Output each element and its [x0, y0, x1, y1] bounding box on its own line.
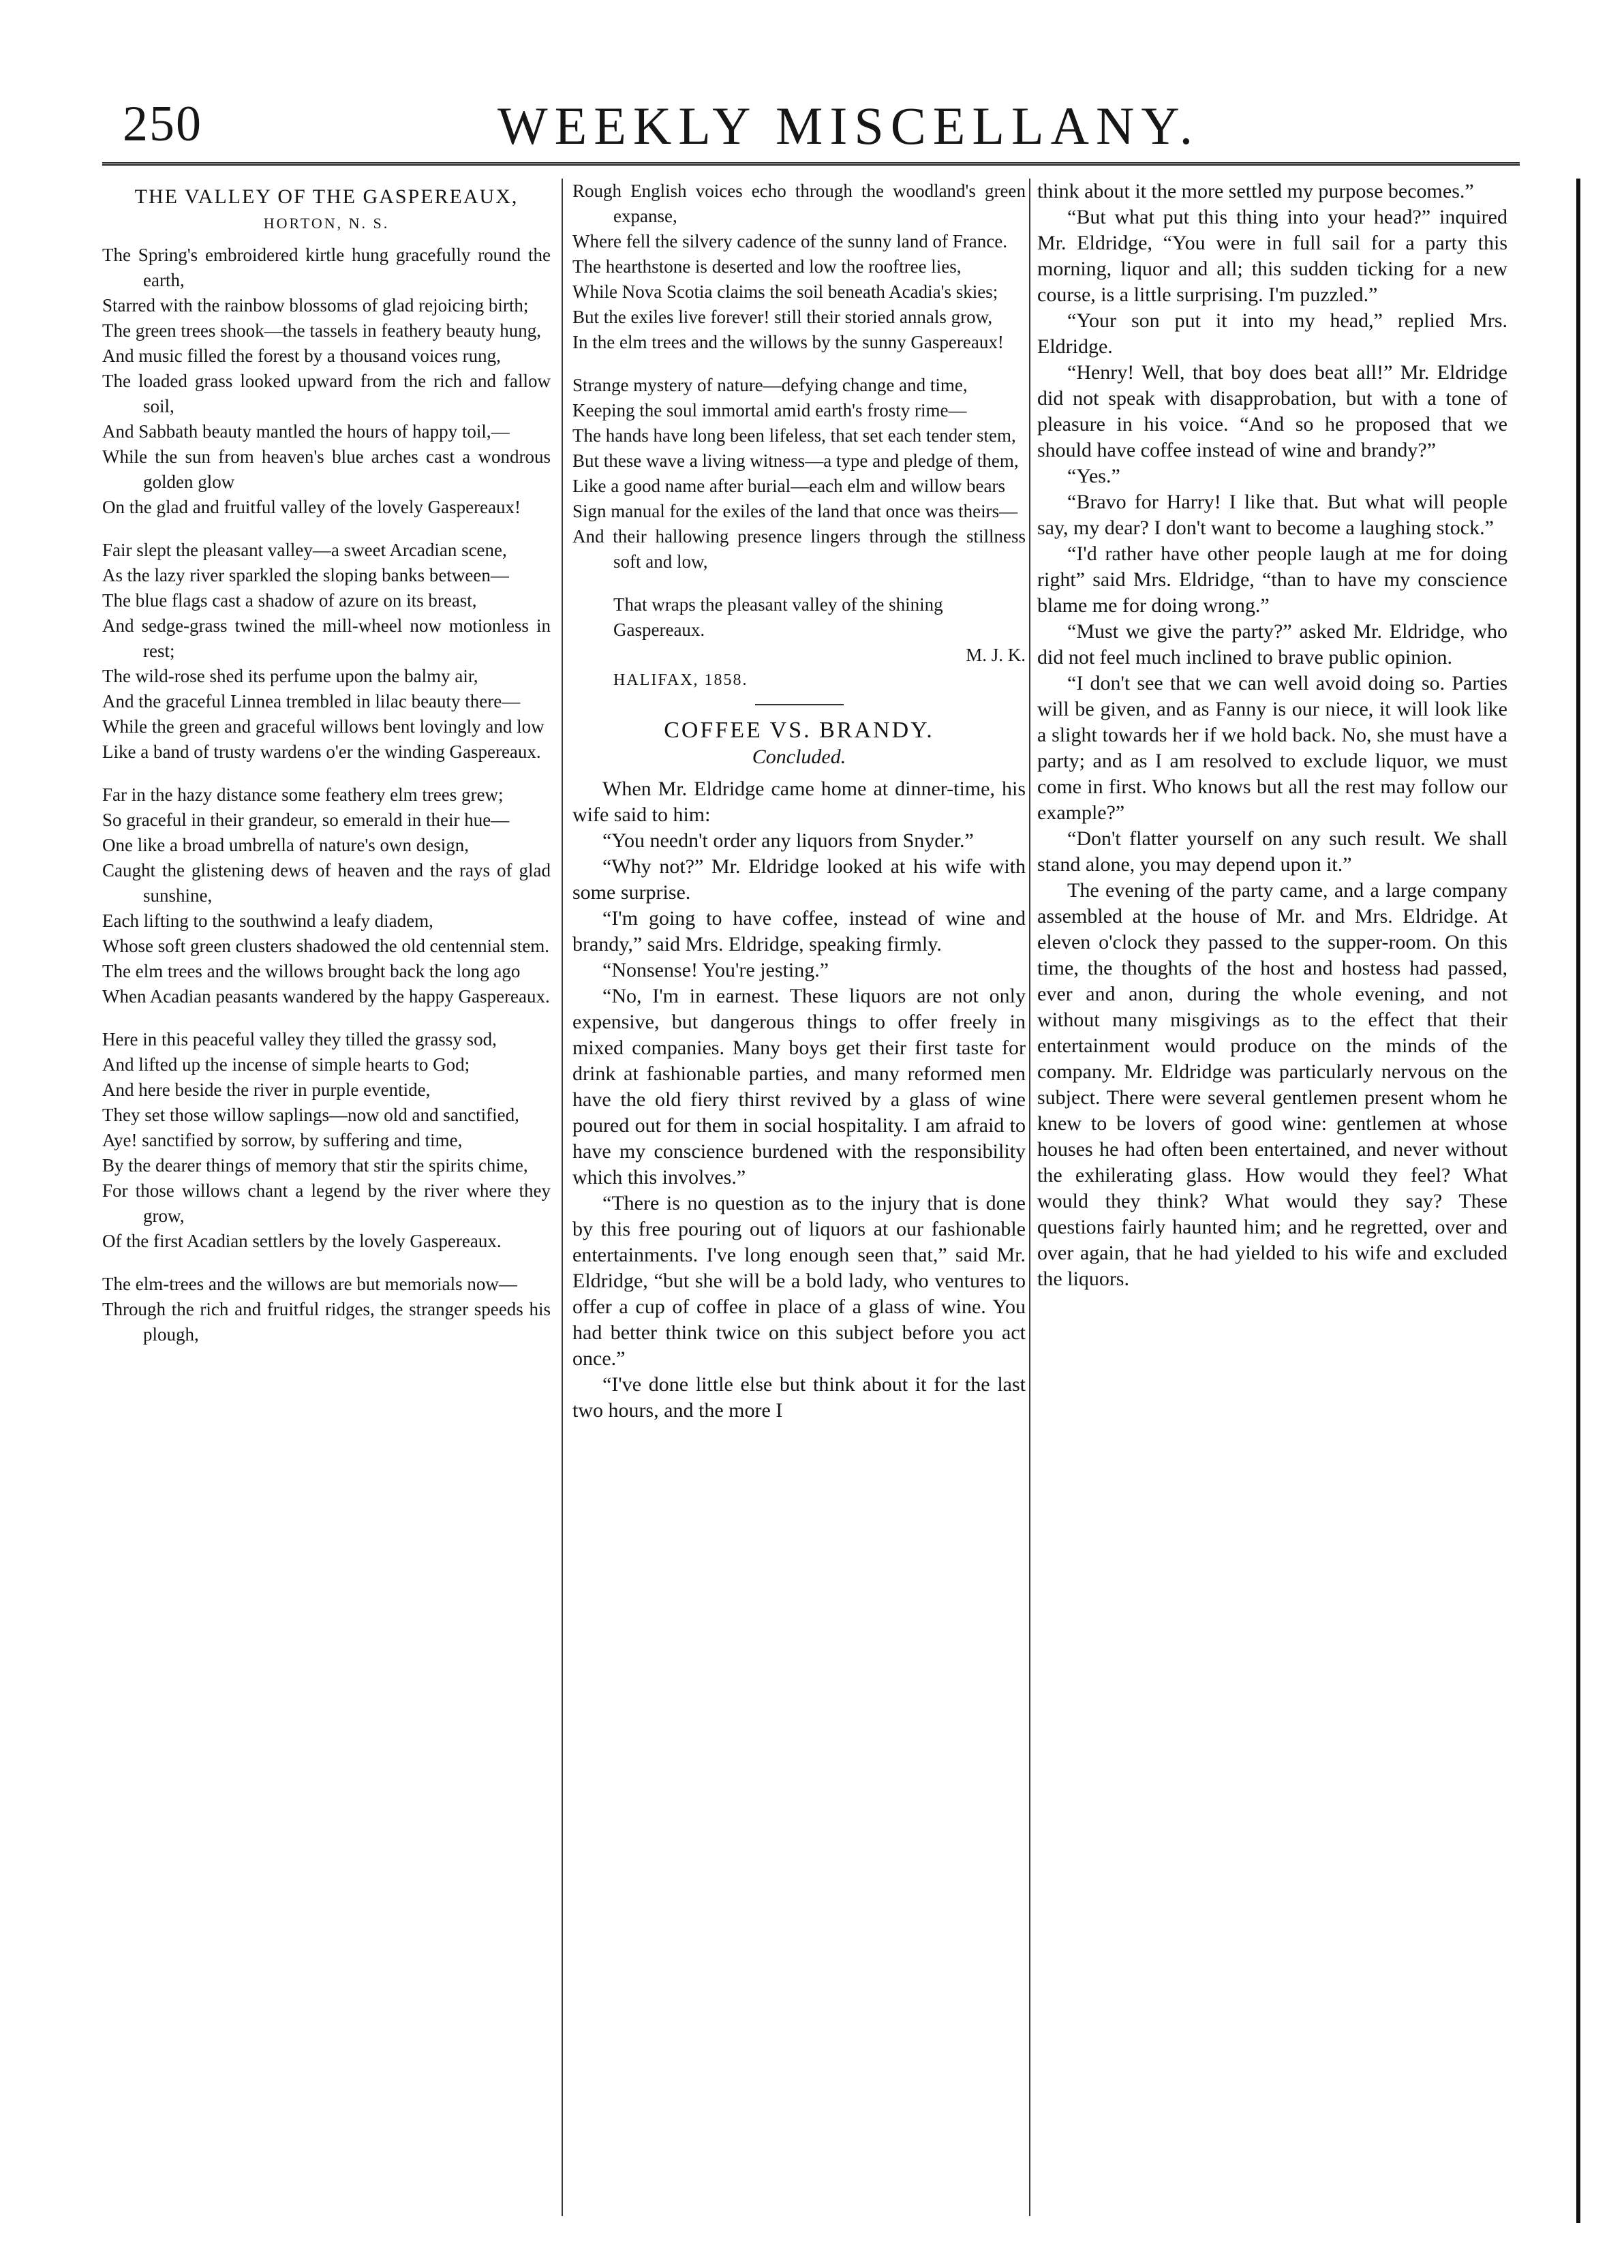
poem-line: The Spring's embroidered kirtle hung gracefully round the earth, [102, 245, 551, 290]
article-paragraph: “I don't see that we can well avoid doing so. Parties will be given, and as Fanny is our niece, it will look like a slight towards her if we hold back. No, she must have a party; and as I am resolved to exclude liquor, we must come in first. Who knows but all the rest may follow our example?” [1037, 672, 1507, 824]
poem-line: Of the first Acadian settlers by the lovely Gaspereaux. [102, 1231, 502, 1251]
article-paragraph: The evening of the party came, and a large company assembled at the house of Mr. and Mrs. Eldridge. At eleven o'clock they passed to the supper-room. On this time, the thoughts of the host and hostess had passed, ever and anon, during the whole evening, and not without many misgivings as to the effect that their entertainment would produce on the minds of the company. Mr. Eldridge was particularly nervous on the subject. There were several gentlemen present whom he knew to be lovers of good wine: gentlemen at whose houses he had often been entertained, and never without the exhilerating glass. How would they feel? What would they think? What would they say? These questions fairly haunted him; and he regretted, over and over again, that he had yielded to his wife and excluded the liquors. [1037, 879, 1507, 1290]
section-separator [755, 704, 844, 705]
poem-stanzas-middle [572, 179, 1026, 574]
column-rule [562, 179, 563, 2216]
article-paragraph: “Don't flatter yourself on any such result. We shall stand alone, you may depend upon it.” [1037, 827, 1507, 876]
poem-line: Here in this peaceful valley they tilled the grassy sod, [102, 1029, 497, 1049]
article-subtitle: Concluded. [752, 746, 846, 768]
poem-line: The wild-rose shed its perfume upon the balmy air, [102, 666, 478, 686]
poem-line: As the lazy river sparkled the sloping banks between— [102, 565, 509, 585]
poem-line: Sign manual for the exiles of the land that once was theirs— [572, 501, 1018, 521]
poem-line: The hands have long been lifeless, that set each tender stem, [572, 425, 1016, 446]
poem-line: They set those willow saplings—now old and sanctified, [102, 1105, 519, 1125]
poem-line: Whose soft green clusters shadowed the old centennial stem. [102, 936, 550, 956]
poem-line: The blue flags cast a shadow of azure on its breast, [102, 590, 477, 611]
page-number: 250 [123, 96, 202, 152]
poem-line: In the elm trees and the willows by the sunny Gaspereaux! [572, 332, 1004, 352]
poem-stanza [102, 1027, 551, 1254]
article-paragraph: “I'm going to have coffee, instead of wine and brandy,” said Mrs. Eldridge, speaking firmly. [572, 907, 1026, 955]
article-paragraph: “Henry! Well, that boy does beat all!” Mr. Eldridge did not speak with disapprobation, but with a tone of pleasure in his voice. “And so he proposed that we should have coffee instead of wine and brandy?” [1037, 361, 1507, 461]
article-paragraph: “You needn't order any liquors from Snyder.” [602, 829, 974, 852]
poem-line: One like a broad umbrella of nature's own design, [102, 835, 469, 855]
poem-stanza [102, 243, 551, 520]
poem-line: And music filled the forest by a thousand voices rung, [102, 346, 501, 366]
article-paragraph: “Yes.” [1067, 465, 1120, 487]
poem-line: And lifted up the incense of simple hearts to God; [102, 1054, 470, 1075]
poem-title: THE VALLEY OF THE GASPEREAUX, [134, 185, 519, 208]
running-title: WEEKLY MISCELLANY. [497, 96, 1200, 155]
poem-line: Rough English voices echo through the woodland's green expanse, [572, 181, 1026, 226]
article-paragraph: When Mr. Eldridge came home at dinner-time, his wife said to him: [572, 778, 1026, 826]
column-right [1037, 179, 1507, 2216]
column-rule [1029, 179, 1030, 2216]
poem-line: The hearthstone is deserted and low the rooftree lies, [572, 256, 962, 277]
poem-line: The elm-trees and the willows are but memorials now— [102, 1274, 517, 1294]
poem-line: So graceful in their grandeur, so emerald in their hue— [102, 810, 510, 830]
poem-stanza [102, 538, 551, 765]
article-paragraph: “I've done little else but think about it for the last two hours, and the more I [572, 1373, 1026, 1422]
page-edge-rule [1576, 179, 1580, 2223]
poem-line: Keeping the soul immortal amid earth's frosty rime— [572, 400, 967, 420]
poem-line: And Sabbath beauty mantled the hours of happy toil,— [102, 421, 510, 442]
poem-line: Far in the hazy distance some feathery elm trees grew; [102, 784, 504, 805]
article-paragraph: “Why not?” Mr. Eldridge looked at his wife with some surprise. [572, 855, 1026, 904]
poem-line: Aye! sanctified by sorrow, by suffering and time, [102, 1130, 463, 1150]
poem-line: Fair slept the pleasant valley—a sweet Arcadian scene, [102, 540, 507, 560]
poem-place: HORTON, N. S. [263, 215, 390, 232]
poem-line: While the sun from heaven's blue arches cast a wondrous golden glow [102, 446, 551, 492]
poem-sign-place: HALIFAX, 1858. [613, 671, 748, 689]
poem-line: Where fell the silvery cadence of the sunny land of France. [572, 231, 1007, 251]
poem-closing [572, 592, 1026, 643]
page-header [102, 95, 1520, 170]
article-paragraph: “I'd rather have other people laugh at me for doing right” said Mrs. Eldridge, “than to have my conscience blame me for doing wrong.” [1037, 542, 1507, 617]
poem-line: The green trees shook—the tassels in feathery beauty hung, [102, 320, 542, 341]
article-continuation: think about it the more settled my purpose becomes.” [1037, 180, 1474, 202]
poem-line: Caught the glistening dews of heaven and the rays of glad sunshine, [102, 860, 551, 906]
article-paragraph: “Bravo for Harry! I like that. But what will people say, my dear? I don't want to become a laughing stock.” [1037, 491, 1507, 539]
poem-line: And the graceful Linnea trembled in lilac beauty there— [102, 691, 521, 711]
poem-stanza [102, 782, 551, 1009]
poem-line: The loaded grass looked upward from the rich and fallow soil, [102, 371, 551, 416]
poem-line: While Nova Scotia claims the soil beneath Acadia's skies; [572, 281, 998, 302]
poem-final-line: That wraps the pleasant valley of the shining Gaspereaux. [613, 594, 943, 640]
poem-line: Starred with the rainbow blossoms of glad rejoicing birth; [102, 295, 529, 316]
header-rule [102, 162, 1520, 166]
article-paragraph: “Nonsense! You're jesting.” [602, 959, 829, 981]
poem-stanza [572, 373, 1026, 574]
poem-line: And sedge-grass twined the mill-wheel now motionless in rest; [102, 615, 551, 661]
article-body-middle [572, 776, 1026, 1424]
article-paragraph: “There is no question as to the injury that is done by this free pouring out of liquors at our fashionable entertainments. I've long enough seen that,” said Mr. Eldridge, “but she will be a bold lady, who ventures to offer a cup of coffee in place of a glass of wine. You had better think twice on this subject before you act once.” [572, 1192, 1026, 1370]
poem-line: When Acadian peasants wandered by the happy Gaspereaux. [102, 986, 550, 1007]
poem-line: But the exiles live forever! still their storied annals grow, [572, 307, 993, 327]
poem-line: And here beside the river in purple eventide, [102, 1079, 431, 1100]
poem-stanzas-left [102, 243, 551, 1347]
poem-line: And their hallowing presence lingers through the stillness soft and low, [572, 526, 1026, 572]
column-left [102, 179, 551, 2216]
poem-stanza [572, 179, 1026, 355]
article-paragraph: “No, I'm in earnest. These liquors are not only expensive, but dangerous things to offer freely in mixed companies. Many boys get their first taste for drink at fashionable parties, and many reformed men have the old fiery thirst revived by a glass of wine poured out for them in social hospitality. I am afraid to have my conscience burdened with the responsibility which this involves.” [572, 985, 1026, 1189]
poem-line: On the glad and fruitful valley of the lovely Gaspereaux! [102, 497, 521, 517]
poem-line: Each lifting to the southwind a leafy diadem, [102, 910, 433, 931]
article-paragraph: “Must we give the party?” asked Mr. Eldridge, who did not feel much inclined to brave public opinion. [1037, 620, 1507, 669]
poem-line: Strange mystery of nature—defying change and time, [572, 375, 968, 395]
column-middle [572, 179, 1026, 2216]
poem-line: The elm trees and the willows brought back the long ago [102, 961, 521, 981]
poem-line: But these wave a living witness—a type and pledge of them, [572, 450, 1019, 471]
poem-signature-row [572, 643, 1026, 668]
poem-signature: M. J. K. [966, 645, 1026, 665]
article-paragraph: “But what put this thing into your head?” inquired Mr. Eldridge, “You were in full sail for a party this morning, liquor and all; this sudden ticking for a new course, is a little surprising. I'm puzzled.” [1037, 206, 1507, 306]
poem-line: For those willows chant a legend by the river where they grow, [102, 1180, 551, 1226]
poem-line: Through the rich and fruitful ridges, the stranger speeds his plough, [102, 1299, 551, 1345]
article-title: COFFEE VS. BRANDY. [664, 718, 934, 743]
poem-line: While the green and graceful willows bent lovingly and low [102, 716, 545, 737]
poem-line: Like a good name after burial—each elm and willow bears [572, 476, 1006, 496]
poem-line: Like a band of trusty wardens o'er the winding Gaspereaux. [102, 741, 541, 762]
article-body-right [1037, 179, 1507, 1292]
article-paragraph: “Your son put it into my head,” replied Mrs. Eldridge. [1037, 309, 1507, 358]
poem-line: By the dearer things of memory that stir the spirits chime, [102, 1155, 528, 1176]
